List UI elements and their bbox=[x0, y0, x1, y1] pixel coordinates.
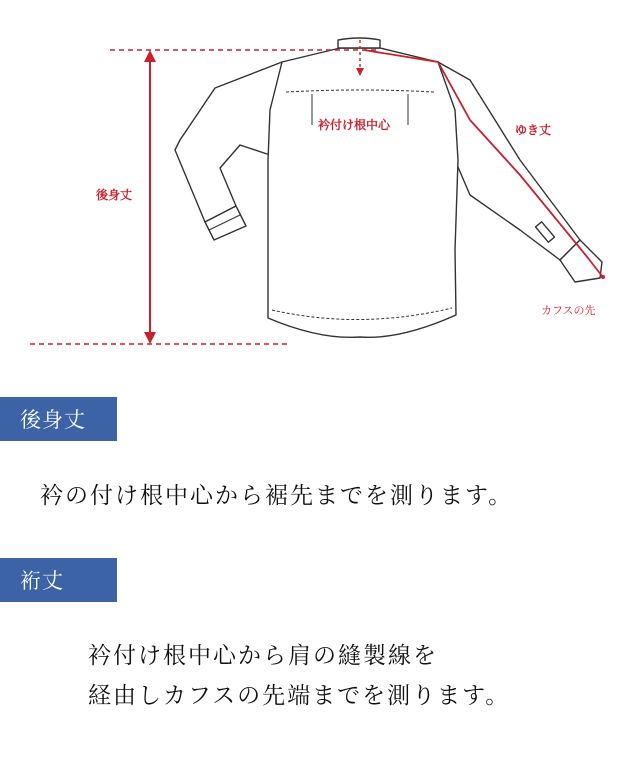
shirt-illustration bbox=[175, 38, 602, 337]
section-description-body-length bbox=[40, 476, 513, 516]
label-collar-center: 衿付け根中心 bbox=[318, 118, 391, 132]
description-line: 経由しカフスの先端までを測ります。 bbox=[88, 683, 511, 709]
shirt-collar bbox=[338, 38, 380, 48]
description-line: 衿の付け根中心から裾先までを測ります。 bbox=[40, 483, 514, 509]
label-cuff-tip: カフスの先 bbox=[541, 304, 596, 317]
left-sleeve bbox=[175, 62, 282, 222]
body-length-arrowhead-top bbox=[144, 50, 156, 62]
section-badge-body-length: 後身丈 bbox=[0, 397, 117, 441]
description-line: 衿付け根中心から肩の縫製線を bbox=[88, 643, 438, 669]
section-description-sleeve-length bbox=[88, 636, 510, 716]
label-body-length: 後身丈 bbox=[96, 188, 133, 202]
label-sleeve-length: ゆき丈 bbox=[515, 123, 552, 137]
right-sleeve bbox=[438, 62, 580, 260]
body-length-arrowhead-bottom bbox=[144, 332, 156, 344]
shirt-measurement-diagram bbox=[0, 0, 641, 360]
section-badge-sleeve-length: 裄丈 bbox=[0, 558, 117, 602]
